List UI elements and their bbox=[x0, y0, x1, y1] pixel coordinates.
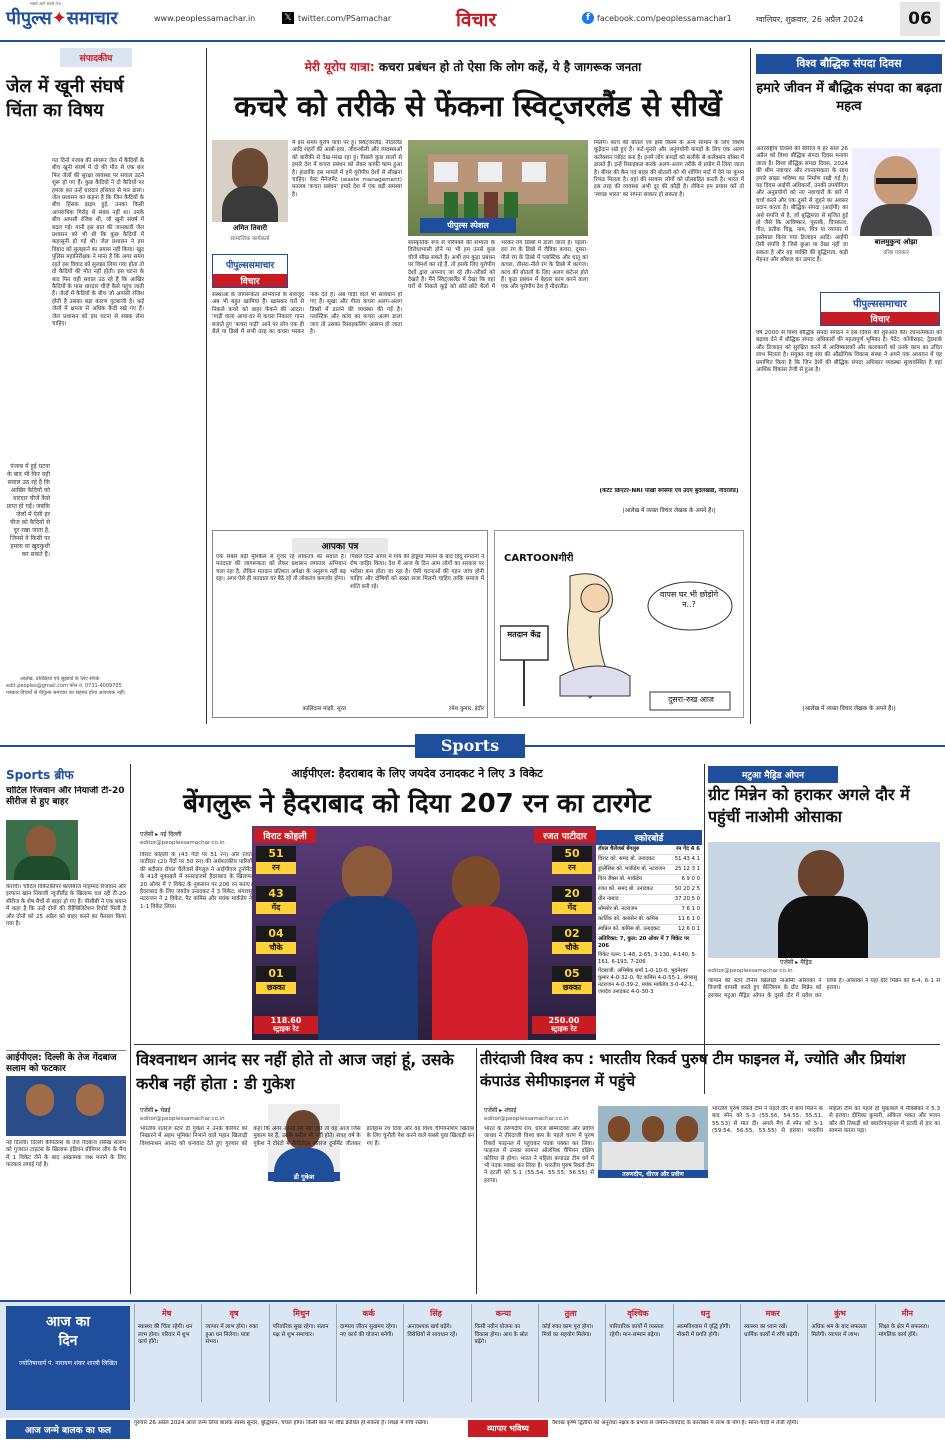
stat-value: 43 bbox=[256, 886, 296, 902]
osaka-headline: ग्रीट मिन्नेन को हराकर अगले दौर में पहुंचीं नाओमी ओसाका bbox=[708, 785, 910, 826]
ipr-vichar-tag: पीपुल्ससमाचार विचार bbox=[820, 292, 940, 326]
scoreboard-team: रॉयल चैलेंजर्स बेंगलुरु bbox=[598, 846, 640, 852]
rashi-name: वृष bbox=[229, 1309, 239, 1318]
editorial-section bbox=[6, 48, 146, 728]
main-col1b: संस्थाओं के जागरूकता अभियानों के बावजूद अब भी बहुत खामियां हैं। खासकर घरों से निकले कचरे को बाहर फेंकने की आदत। 'गाड़ी वाला आया-घर से कचरा निकाल' गाना बजाते हुए 'कचरा गाड़ी' आने पर लोग एक ही थैले या डिब्बे में सभी तरह का कचरा भरकर फेंक देते हैं। अब गाड़ी वाले भी सावधान हो गए हैं। सूखा और गीला कचरा अलग-अलग डिब्बों में डालने की व्यवस्था की गई है। प्लास्टिक और कांच का कचरा अलग डाला जाए तो उसका रिसाइकलिंग आसान हो जाता है। bbox=[212, 292, 402, 336]
archery-body: भारत के तरुणदीप राय, धीरज बोम्मादेवरा और प्रवीण जाधव ने तीरंदाजी विश्व कप के पहले चरण में पुरुष रिकर्व फाइनल में पहुंचकर पदक पक्का कर लिया। फाइनल में उनका सामना ओलंपिक चैंपियन दक्षिण कोरिया से होगा। भारत ने महिला कंपाउंड टीम वर्ग में भी पदक पक्का कर लिया है। भारतीय पुरुष रिकर्व टीम ने इटली को 5-1 (55.54, 55.55, 56.55) से हराया। bbox=[484, 1126, 594, 1184]
rashi-4 bbox=[403, 1304, 467, 1402]
stat-value: 20 bbox=[552, 886, 592, 902]
facebook-icon: f bbox=[582, 12, 594, 24]
ipr-role: वरिष्ठ पत्रकार bbox=[883, 250, 909, 256]
editorial-label: संपादकीय bbox=[60, 48, 132, 67]
rashi-1 bbox=[201, 1304, 265, 1402]
main-note: (आलेख में व्यक्त विचार लेखक के अपने हैं।) bbox=[622, 508, 716, 514]
rashi-name: मेष bbox=[161, 1309, 172, 1318]
ipr-title: हमारे जीवन में बौद्धिक संपदा का बढ़ता महत्व bbox=[756, 81, 942, 114]
rashi-text: पारिवारिक कार्यों में व्यस्तता रहेगी। मान-सम्मान बढ़ेगा। bbox=[609, 1324, 664, 1338]
main-col2: सांस्कृतिक रूप से परिपक्व की सभ्यता के विरोधाभासी होने पर भी हम उनसे कुछ चीजें सीख सकते हैं। अभी हम कूड़ा प्रबंधन पर विमर्श कर रहे हैं, तो इसके लिए यूरोपीय देशों द्वारा अपनाए जा रहे तौर-तरीकों को देखते हैं। मैंने स्विट्जरलैंड में देखा कि वहां घरों से निकले कूड़े को छोटे-छोटे थैलों में भरकर तय डिब्बों में डाला जाता है। पहला-हरा रंग के डिब्बे में जैविक कचरा, दूसरा-पीले रंग के डिब्बे में प्लास्टिक और धातु का कचरा, तीसरा-नीले रंग के डिब्बे में कागज। कांच की बोतलों के लिए अलग कंटेनर होते हैं। कूड़ा प्रबंधन में बेहतर काम करने वाला एक और यूरोपीय देश है नीदरलैंड। bbox=[408, 240, 588, 291]
stat-label: चौके bbox=[552, 942, 592, 954]
author-role: सामाजिक कार्यकर्ता bbox=[230, 236, 270, 242]
rashi-name: धनु bbox=[700, 1309, 710, 1318]
player1-sr bbox=[254, 1016, 318, 1034]
rashi-name: तुला bbox=[564, 1309, 577, 1318]
stat-value: 50 bbox=[552, 846, 592, 862]
rashi-0 bbox=[134, 1304, 198, 1402]
sports-divider bbox=[0, 734, 945, 758]
cartoon-title: CARTOONगीरी bbox=[504, 553, 574, 564]
letter-2: पिछले दिनों आगर में गाय की हड्डियां मिलने के बाद हिंदू संगठनों ने रोष जाहिर किया। देश में आज के दिन आम लोगों का सरकार पर भरोसा कम होता जा रहा है। ऐसी घटनाओं की गहन जांच होनी चाहिए और दोषियों को सख्त सजा मिलनी चाहिए ताकि समाज में शांति बनी रहे। bbox=[350, 554, 484, 590]
ipr-body: अंतरराष्ट्रीय दिवसों की सीरीज में हर साल 26 अप्रैल को विश्व बौद्धिक संपदा दिवस मनाया जाता है। विश्व बौद्धिक संपदा दिवस, 2024 की थीम नवाचार और रचनात्मकता के साथ हमारे साझा भविष्य का निर्माण रखी गई है। यह दिवस आईपी अधिकारों, उनकी उपयोगिता और अनुप्रयोगों को नए नवाचारों के बारे में चर्चा करने और एक दूसरे से जुड़ने का अवसर प्रदान करता है। बौद्धिक संपदा (आईपी) का अर्थ संपत्ति से है, जो बुद्धिमत्ता से सृजित हुई हो जैसे कि आविष्कार, पुस्तकें, चित्रकला, गीत, प्रतीक चिह्न, नाम, चित्र या व्यापार में इस्तेमाल किया गया डिजाइन आदि। आईपी ऐसी संपत्ति है जिसे छुआ या देखा नहीं जा सकता है और यह व्यक्ति की बुद्धिमत्ता, कड़ी मेहनत और कौशल का उत्पाद है। bbox=[756, 146, 848, 264]
stat-label: छक्का bbox=[552, 982, 592, 994]
player2-name: रजत पाटीदार bbox=[534, 828, 596, 843]
rashi-8 bbox=[673, 1304, 737, 1402]
gukesh-headline: विश्वनाथन आनंद सर नहीं होते तो आज जहां हूं, उसके करीब नहीं होता : डी गुकेश bbox=[136, 1050, 454, 1093]
main-headline: कचरे को तरीके से फेंकना स्विट्जरलैंड से सीखें bbox=[234, 89, 722, 123]
horoscope-author: ज्योतिषाचार्य पं. नारायण शंकर शास्त्री लिखित bbox=[18, 1360, 118, 1367]
scoreboard-row: विल जैक्स बो. मार्कंडेय 6 9 0 0 bbox=[596, 875, 702, 885]
x-icon: 𝕏 bbox=[282, 12, 294, 24]
player2-sr-label: स्ट्राइक रेट bbox=[551, 1025, 577, 1033]
sports-label: Sports bbox=[415, 734, 525, 758]
masthead bbox=[0, 0, 945, 42]
scoreboard-row: विराट को. समद बो. उनादकट 51 43 4 1 bbox=[596, 855, 702, 865]
dateline: ग्वालियर, शुक्रवार, 26 अप्रैल 2024 bbox=[756, 15, 864, 24]
editorial-footer-disclaimer: पत्रकार विचारों से पीपुल्स समाचार का सहमत होना आवश्यक नहीं। bbox=[6, 690, 126, 696]
author-photo bbox=[212, 140, 288, 222]
photo-caption-label: पीपुल्स स्पेशल bbox=[420, 218, 516, 233]
rashi-text: शिक्षा के क्षेत्र में सफलता। मांगलिक कार्य होंगे। bbox=[878, 1324, 930, 1338]
horoscope-signs bbox=[134, 1304, 942, 1402]
stat-label: रन bbox=[256, 862, 296, 874]
scoreboard-row: लोमरोर बो. नटराजन 7 6 1 0 bbox=[596, 905, 702, 915]
editorial-pull-quote: पंजाब में हुई घटना के बाद भी फिर वही सवाल उठ रहे हैं कि आखिर कैदियों को धारदार चीजें कैसे प्राप्त हो गईं। जबकि जेलों में ऐसी हर चीज को कैदियों से दूर रखा जाता है, जिनसे वे किसी पर हमला या खुदकुशी कर सकते हैं। bbox=[6, 463, 50, 558]
logo-tagline: सबसे आगे सबसे तेज bbox=[30, 1, 61, 6]
scoreboard-cols: रन गेंद 4 6 bbox=[676, 846, 700, 852]
stat-label: गेंद bbox=[552, 902, 592, 914]
player2-stats bbox=[552, 846, 592, 1006]
editorial-footer bbox=[6, 676, 202, 724]
ipl-headline: बेंगलुरू ने हैदराबाद को दिया 207 रन का टारगेट bbox=[183, 789, 651, 819]
horoscope-title: आज का bbox=[46, 1314, 90, 1330]
brief-body-2: नई दिल्ली। दिल्ली कैपिटल्स के तेज गेंदबाज रसिख सलाम को गुजरात टाइटंस के खिलाफ इंडियन प्रीमियर लीग के मैच में 1 विकेट लेने के बाद आक्रामक जश्न मनाने के लिए फटकार लगाई गई है। bbox=[6, 1140, 126, 1169]
rashi-text: आत्मविश्वास में वृद्धि होगी। नौकरी में प्रगति होगी। bbox=[676, 1324, 731, 1338]
scoreboard bbox=[596, 830, 702, 1040]
scoreboard-bowling: गेंदबाजी: अभिषेक शर्मा 1-0-10-0, भुवनेश्वर कुमार 4-0-32-0, पैट कमिंस 4-0-55-1, थंगरासु नटराजन 4-0-39-2, मयंक मार्कंडेय 3-0-42-1, जयदेव उनादकट 4-0-30-3 bbox=[598, 968, 698, 995]
osaka-tag: मटुआ मैड्रिड ओपन bbox=[708, 766, 838, 783]
ipl-agency: एजेंसी ▸ नई दिल्ली bbox=[140, 831, 182, 838]
peoples-vichar-tag: पीपुल्ससमाचार विचार bbox=[212, 254, 288, 288]
main-col1: मैं इस समय यूरोप यात्रा पर हूं। स्विट्जरलैंड, नीदरलैंड आदि शहरों की आबो-हवा, जीवनशैली और व्यवस्थाओं को बारीकी से देख-परख रहा हूं। पिछले कुछ सालों से हमारे देश में कचरा प्रबंधन को लेकर काफी काम हुआ है। हालांकि इस मामले में हमें यूरोपीय देशों से सीखना चाहिए। वेस्ट मैनेजमेंट (waste management) मतलब 'कचरा प्रबंधन' हमारे देश में एक बड़ी समस्या है। bbox=[292, 140, 402, 198]
rashi-3 bbox=[336, 1304, 400, 1402]
ipl-kicker: आईपीएल: हैदराबाद के लिए जयदेव उनादकट ने लिए 3 विकेट bbox=[291, 767, 543, 780]
osaka-agency: एजेंसी ▸ मैड्रिड bbox=[780, 959, 812, 966]
rashi-text: व्यापार में लाभ होगा। रुका हुआ धन मिलेगा। यात्रा संभव। bbox=[205, 1324, 258, 1345]
stat-label: छक्का bbox=[256, 982, 296, 994]
ipl-email[interactable]: editor@peoplessamachar.co.in bbox=[140, 840, 225, 846]
newborn-text: गुरुवार 26 अप्रैल 2024 आज जन्म लिया बालक स्वस्थ सुन्दर, बुद्धिमान, चंचल होगा। किसी बात पर शीघ्र क्रोधित हो सकता है। शिक्षा में रुचि रखेगा। bbox=[134, 1420, 429, 1426]
letter-2-signature: रमेश कुमार, इंदौर bbox=[448, 706, 484, 712]
archery-body-2: भारतीय पुरुष रिकर्व टीम ने पहले दौर में बाय मिलने के बाद स्पेन को 5-3 (55.56, 54.55, 55.51, 55.53) से मात दी। अगले मैच में स्पेन को 5-1 (59.54, 56.55, 55.55) से हराया। भारतीय महिला टीम को पहले ही मुकाबले में मैक्सिको ने 5.3 से हराया। दीपिका कुमारी, अंकिता भकत और भजन कौर की तिकड़ी को क्वार्टरफाइनल में इटली से हार का सामना करना पड़ा। bbox=[712, 1106, 940, 1135]
horoscope-title-box bbox=[6, 1306, 130, 1410]
rashi-name: मीन bbox=[901, 1309, 913, 1318]
horoscope-title-2: दिन bbox=[58, 1333, 78, 1349]
scoreboard-row: डुप्लेसिस को. मार्कंडेय बो. नटराजन 25 12 3 1 bbox=[596, 865, 702, 875]
stat-label: गेंद bbox=[256, 902, 296, 914]
editorial-title: जेल में खूनी संघर्ष चिंता का विषय bbox=[6, 76, 124, 121]
brief-body-1: कराची। चोटिल विकेटकीपर बल्लेबाज मोहम्मद रिजवान और इरफान खान नियाजी न्यूजीलैंड के खिलाफ चल रही टी-20 सीरीज के शेष मैचों से बाहर हो गए हैं। पीसीबी ने एक बयान में कहा है कि उन्हें दोनों की रीहैबिलिटेशन रिपोर्ट मिली है और दोनों को 25 अप्रैल को बाहर करने का फैसला किया गया है। bbox=[6, 884, 126, 928]
editorial-footer-email[interactable]: edit.peoples@gmail.com फोन नं. 0731-4009705 bbox=[6, 683, 122, 689]
editorial-footer-contact: आलेख, प्रतिक्रिया एवं सुझावों के लिए संपर्क bbox=[20, 676, 100, 682]
rashi-11 bbox=[875, 1304, 939, 1402]
rashi-text: दाम्पत्य जीवन सुखमय रहेगा। नए कार्य की योजना बनेगी। bbox=[340, 1324, 398, 1338]
rashi-name: मिथुन bbox=[293, 1309, 310, 1318]
ipr-banner: विश्व बौद्धिक संपदा दिवस bbox=[756, 54, 942, 74]
scoreboard-row: रजत को. समद बो. उनादकट 50 20 2 5 bbox=[596, 885, 702, 895]
archery-photo bbox=[598, 1106, 708, 1178]
rashi-text: स्वास्थ्य का ध्यान रखें। धार्मिक कार्यों में रुचि बढ़ेगी। bbox=[744, 1324, 800, 1338]
osaka-photo bbox=[708, 842, 940, 958]
cartoon-sign: मतदान केंद्र bbox=[507, 630, 541, 639]
osaka-body: जापान की स्टार टेनिस खिलाड़ी नाओमी ओसाका ने विजयी वापसी करते हुए बेल्जियम के ग्रीट मिन्नेन को हराकर मटुआ मैड्रिड ओपन के दूसरे दौर में प्रवेश कर लिया है। ओसाका ने यहां ग्रीट मिन्नेन को 6-4, 6-1 से हराया। bbox=[708, 978, 940, 999]
rashi-text: कोई रुका काम पूरा होगा। मित्रों का सहयोग मिलेगा। bbox=[542, 1324, 593, 1338]
stat-label: रन bbox=[552, 862, 592, 874]
archery-email[interactable]: editor@peoplessamachar.co.in bbox=[484, 1116, 569, 1122]
scoreboard-row: कार्तिक को. क्लासेन बो. कमिंस 11 6 1 0 bbox=[596, 915, 702, 925]
brief-title-1: चोटिल रिजवान और नियाजी टी-20 सीरीज से हुए बाहर bbox=[6, 786, 125, 807]
rashi-7 bbox=[605, 1304, 669, 1402]
stat-value: 51 bbox=[256, 846, 296, 862]
editorial-body: गत दिनों पंजाब की संगरूर जेल में कैदियों के बीच खूनी संघर्ष में दो की मौत से एक बार फिर जेलों की सुरक्षा व्यवस्था पर सवाल उठने शुरू हो गए हैं। कुछ कैदियों ने दो कैदियों पर हमला कर उन्हें धारदार हथियार से मार डाला। जेल प्रशासन का कहना है कि जिन कैदियों के बीच हिंसक झड़प हुई, उनका किसी आपराधिक गिरोह से संबंध नहीं था। उनके बीच आपसी रंजिश थी, जो खूनी संघर्ष में बदल गई। यानी इस बात की जानकारी जेल प्रशासन को भी थी कि कुछ कैदियों में कहासुनी हो गई थी। जेल प्रशासन ने इस विवाद को सुलझाने का प्रयास नहीं किया। खुद पुलिस महानिरीक्षक ने माना है कि अगर समय रहते इस विवाद को सुलझा लिया गया होता तो दो कैदियों की मौत नहीं होती। इस घटना के बाद फिर वही सवाल उठ रहे हैं कि आखिर कैदियों के पास धारदार चीजें कैसे पहुंच जाती हैं। जेलों में कैदियों के बीच जो आपसी रंजिश होती है उसका बड़ा कारण गुटबाजी है। कई जेलों में क्षमता से अधिक कैदी रखे गए हैं। जेल प्रशासन को इस घटना से सबक लेना चाहिए। bbox=[52, 158, 144, 327]
player1-sr-label: स्ट्राइक रेट bbox=[273, 1025, 299, 1033]
rashi-text: परिवारिक सुख रहेगा। संतान पक्ष से शुभ समाचार। bbox=[272, 1324, 329, 1338]
ipl-photo bbox=[252, 826, 596, 1040]
sports-brief-tag: Sports ब्रीफ bbox=[6, 768, 74, 782]
ipl-body: विराट कोहली के (43 गेंदों पर 51 रन) और रजत पाटीदार (20 गेंदों पर 50 रन) की अर्धशतकीय पारियों की बदौलत रॉयल चैलेंजर्स बेंगलुरु ने आईपीएल टूर्नामेंट के 41वें मुकाबले में सनराइजर्स हैदराबाद के खिलाफ 20 ओवर में 7 विकेट के नुकसान पर 206 रन बनाए। हैदराबाद के लिए जयदेव उनादकट ने 3 विकेट, थंगरासु नटराजन ने 2 विकेट, पैट कमिंस और मयंक मार्कंडेय ने 1-1 विकेट लिया। bbox=[140, 852, 252, 910]
brief-title-2: आईपीएल: दिल्ली के तेज गेंदबाज सलाम को फटकार bbox=[6, 1050, 126, 1075]
rashi-5 bbox=[471, 1304, 535, 1402]
facebook-link[interactable]: facebook.com/peoplessamachar1 bbox=[597, 14, 732, 23]
kicker-text: कचरा प्रबंधन हो तो ऐसा कि लोग कहें, ये है जागरूक जनता bbox=[378, 60, 642, 74]
archery-photo-caption: तरुणदीप, धीरज और प्रवीण bbox=[598, 1170, 708, 1178]
business-label: व्यापार भविष्य bbox=[468, 1420, 548, 1437]
ipr-author: बालमुकुन्द ओझा bbox=[874, 238, 918, 246]
osaka-email[interactable]: editor@peoplessamachar.co.in bbox=[708, 968, 793, 974]
twitter-link[interactable]: twitter.com/PSamachar bbox=[298, 14, 392, 23]
ipr-body-2: वर्ष 2000 से विश्व बौद्धिक संपदा संगठन ने इस दिवस की शुरुआत की। रचनात्मकता को बढ़ावा देने में बौद्धिक संपदा अधिकारों की महत्वपूर्ण भूमिका है। पेटेंट, कॉपीराइट, ट्रेडमार्क और डिजाइन को सुरक्षित करने से आविष्कारकों और कलाकारों को उनके काम का उचित लाभ मिलता है। संयुक्त राष्ट्र संघ की औद्योगिक विकास संस्था ने अपने एक अध्ययन में यह प्रमाणित किया है कि जिन देशों की बौद्धिक संपदा अधिकार व्यवस्था सुव्यवस्थित है वहां आर्थिक विकास तेजी से हुआ है। bbox=[756, 330, 942, 374]
scoreboard-row: ग्रीन नाबाद 37 20 5 0 bbox=[596, 895, 702, 905]
gukesh-body: भारतीय शतरंज स्टार डी गुकेश ने उनके कैरियर को निखारने में अहम भूमिका निभाने वाले महान खिलाड़ी विश्वनाथन आनंद को धन्यवाद देते हुए गुरुवार को कहा कि अगर आनंद सर नहीं होते तो वह आज जिस मुकाम पर हैं, उसके करीब भी नहीं होते। सत्रह वर्ष के गुकेश ने टोरंटो में कैंडिडेट्स शतरंज टूर्नामेंट जीतकर इतिहास रच दिया और वह विश्व चैंपियनशिप खिताब के लिए चुनौती पेश करने वाले सबसे युवा खिलाड़ी बन गए हैं। bbox=[140, 1126, 474, 1147]
letter-1-signature: कालिदास मांझी, सूरत bbox=[302, 706, 346, 712]
main-kicker bbox=[208, 58, 738, 76]
stat-value: 05 bbox=[552, 966, 592, 982]
gukesh-photo-caption: डी गुकेश bbox=[268, 1172, 340, 1181]
stat-value: 04 bbox=[256, 926, 296, 942]
scoreboard-fow: विकेट पतन: 1-48, 2-65, 3-130, 4-140, 5-161, 6-193, 7-206 bbox=[598, 952, 697, 965]
rashi-name: कुंभ bbox=[834, 1309, 846, 1318]
rashi-text: स्वास्थ्य की चिंता रहेगी। धन लाभ होगा। परिवार में शुभ कार्य होंगे। bbox=[138, 1324, 193, 1345]
logo[interactable]: पीपुल्स✦समाचार bbox=[6, 8, 118, 29]
rashi-name: कर्क bbox=[362, 1309, 375, 1318]
section-title: विचार bbox=[456, 9, 497, 31]
gukesh-agency: एजेंसी ▸ चेन्नई bbox=[140, 1107, 171, 1114]
ipr-note: (आलेख में व्यक्त विचार लेखक के अपने हैं।) bbox=[802, 706, 896, 712]
player2-sr-value: 250.00 bbox=[548, 1016, 580, 1025]
rizwan-photo bbox=[6, 820, 78, 880]
archery-agency: एजेंसी ▸ शंघाई bbox=[484, 1107, 517, 1114]
scoreboard-row: स्वप्निल को. कमिंस बो. उनादकट 12 6 0 1 bbox=[596, 925, 702, 935]
stat-value: 02 bbox=[552, 926, 592, 942]
rashi-text: अधिक श्रम के बाद सफलता मिलेगी। व्यापार में लाभ। bbox=[811, 1324, 867, 1338]
ipr-author-photo bbox=[852, 148, 940, 236]
rashi-name: कन्या bbox=[495, 1309, 511, 1318]
rashi-9 bbox=[740, 1304, 804, 1402]
main-col3: मिलेंगे। कांच की बोतल एवं इसी किस्म के अन्य सामान के लिए विशेष कूड़ेदान रखे हुए हैं। फर्ट-फुरसे और अनुपयोगी कपड़ों के लिए एक अलग कलेक्शन प्वॉइंट बना है। इनमें लोग कपड़ों को सलीके से कलेक्शन बॉक्स में डालते हैं। इन्हें रिसाइकल करके अलग-अलग तरीके से प्रयोग में लिया जाता है। बीयर की कैन एवं बाहर की बोतलों को भी शॉपिंग मार्ट में देने पर कूपन रिफंड मिलता है। वहां की सरकार लोगों को प्रोत्साहित करती है। भारत में इस तरह की व्यवस्था अभी दूर की कौड़ी है। लेकिन हम प्रयास करें तो 'स्वच्छ भारत' का सपना साकार हो सकता है। bbox=[594, 140, 744, 198]
cartoon-brand: दुसरा-रुख आज bbox=[668, 695, 714, 704]
letters-title: आपका पत्र bbox=[292, 538, 388, 553]
archery-headline: तीरंदाजी विश्व कप : भारतीय रिकर्व पुरुष टीम फाइनल में, ज्योति और प्रियांश कंपाउंड सेमीफाइनल में पहुंचे bbox=[480, 1050, 906, 1090]
website-link[interactable]: www.peoplessamachar.in bbox=[154, 14, 256, 23]
gukesh-email[interactable]: editor@peoplessamachar.co.in bbox=[140, 1116, 225, 1122]
rashi-6 bbox=[538, 1304, 602, 1402]
rashi-name: सिंह bbox=[430, 1309, 442, 1318]
rashi-text: किसी नवीन योजना का विकास होगा। आय के स्रोत बढ़ेंगे। bbox=[474, 1324, 528, 1345]
scoreboard-extras: अतिरिक्त: 7, कुल: 20 ओवर में 7 विकेट पर 206 bbox=[598, 936, 690, 949]
business-text: वैशाख कृष्ण द्वितीया को अनुराधा नक्षत्र के प्रभाव से जमीन-जायदाद के कारोबार में लाभ के योग हैं। सोना-चांदी में तेजी रहेगी। bbox=[552, 1420, 799, 1426]
player1-sr-value: 118.60 bbox=[270, 1016, 302, 1025]
rashi-text: अनावश्यक खर्च बढ़ेंगे। विरोधियों से सावधान रहें। bbox=[407, 1324, 458, 1338]
newborn-label: आज जन्मे बालक का फल bbox=[6, 1420, 130, 1439]
author-name: अमित तिवारी bbox=[233, 224, 267, 232]
page-number: 06 bbox=[900, 2, 940, 36]
kicker-lead: मेरी यूरोप यात्रा: bbox=[304, 60, 375, 74]
letter-1: एक सबसे बड़ी मुश्किल से गुजर रहे लोकतंत्र का सवाल है। मतदाता की जागरूकता को लेकर प्रशासन लगातार अभियान चला रहा है, लेकिन मतदान प्रतिशत अपेक्षा के अनुरूप नहीं बढ़ रहा। अगर ऐसे ही मतदाता घर बैठे रहे तो लोकतंत्र कमजोर होगा। bbox=[216, 554, 346, 583]
main-signoff: (कंटेंट क्रिएटर-NRI पाखी रूसिया एवं उदय बुंदेलखंडी, नीदरलैंड) bbox=[599, 488, 739, 494]
salam-photo bbox=[6, 1076, 126, 1136]
cartoon-bubble: वापस घर भी छोड़ोगे न..? bbox=[659, 590, 719, 609]
rashi-10 bbox=[807, 1304, 871, 1402]
stat-value: 01 bbox=[256, 966, 296, 982]
player1-name: विराट कोहली bbox=[254, 828, 316, 843]
rashi-name: वृश्चिक bbox=[627, 1309, 649, 1318]
scoreboard-title: स्कोरबोर्ड bbox=[596, 830, 702, 845]
rashi-2 bbox=[269, 1304, 333, 1402]
player1-stats bbox=[256, 846, 296, 1006]
rashi-name: मकर bbox=[765, 1309, 780, 1318]
player2-sr bbox=[532, 1016, 596, 1034]
stat-label: चौके bbox=[256, 942, 296, 954]
